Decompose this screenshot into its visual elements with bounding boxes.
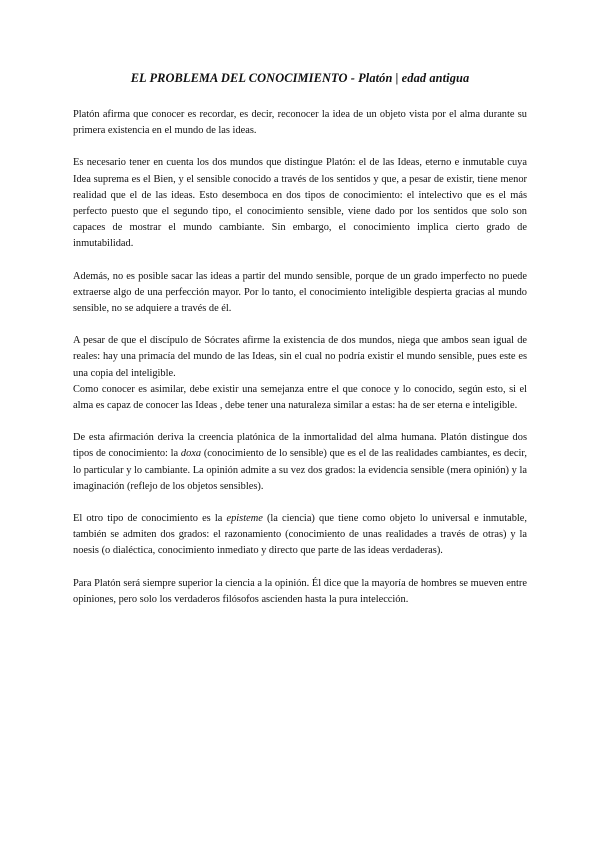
paragraph-episteme [73,511,527,560]
document-body [73,107,527,624]
episteme-term: episteme [226,513,263,525]
episteme-text-before: El otro tipo de conocimiento es la [73,513,227,525]
paragraph-recordar: Platón afirma que conocer es recordar, es decir, reconocer la idea de un objeto vista por el alma durante su primera existencia en el mundo de las ideas. [73,109,527,137]
paragraph-conclusion: Para Platón será siempre superior la ciencia a la opinión. Él dice que la mayoría de hombres se mueven entre opiniones, pero solo los verdaderos filósofos ascienden hasta la pura intelección. [73,577,527,605]
paragraph-asimilar: Como conocer es asimilar, debe existir una semejanza entre el que conoce y lo conocido, según esto, si el alma es capaz de conocer las Ideas , debe tener una naturaleza similar a estas: ha de ser eterna e inteligible. [73,383,527,412]
doxa-term: doxa [180,448,202,460]
paragraph-dos-mundos: Es necesario tener en cuenta los dos mundos que distingue Platón: el de las Ideas, eterno e inmutable cuya Idea suprema es el Bien, y el sensible conocido a través de los sentidos y que, a pesar de existir, tiene menor realidad que el de las ideas. Esto desemboca en dos tipos de conocimiento: el intelectivo que es el más perfecto puesto que el segundo tipo, el conocimiento sensible, viene dado por los sentidos que solo son capaces de mostrar el mundo cambiante. Sin embargo, el conocimiento implica cierto grado de inmutabilidad. [73,157,527,250]
document-title: EL PROBLEMA DEL CONOCIMIENTO - Platón | edad antigua [130,71,470,85]
doxa-text-before: De esta afirmación deriva la creencia platónica de la inmortalidad del alma humana. Platón distingue dos tipos de conocimiento: la [73,432,527,460]
episteme-text-after: (la ciencia) que tiene como objeto lo universal e inmutable, también se admiten dos grados: el razonamiento (conocimiento de unas realidades a través de otras) y la noesis (o dialéctica, conocimiento inmediato y directo que parte de las ideas verdaderas). [73,513,527,557]
paragraph-primacia-ideas: A pesar de que el discípulo de Sócrates afirme la existencia de dos mundos, niega que ambos sean igual de reales: hay una primacía del mundo de las Ideas, sin el cual no podría existir el mundo sensible, pues este es una copia del inteligible. [73,335,527,379]
paragraph-doxa [73,430,527,495]
paragraph-mundo-sensible: Además, no es posible sacar las ideas a partir del mundo sensible, porque de un grado imperfecto no puede extraerse algo de una perfección mayor. Por lo tanto, el conocimiento inteligible despierta gracias al mundo sensible, no se adquiere a través de él. [73,270,527,315]
doxa-text-after: (conocimiento de lo sensible) que es el de las realidades cambiantes, es decir, lo particular y lo cambiante. La opinión admite a su vez dos grados: la evidencia sensible (mera opinión) y la imaginación (reflejo de los objetos sensibles). [73,448,527,492]
